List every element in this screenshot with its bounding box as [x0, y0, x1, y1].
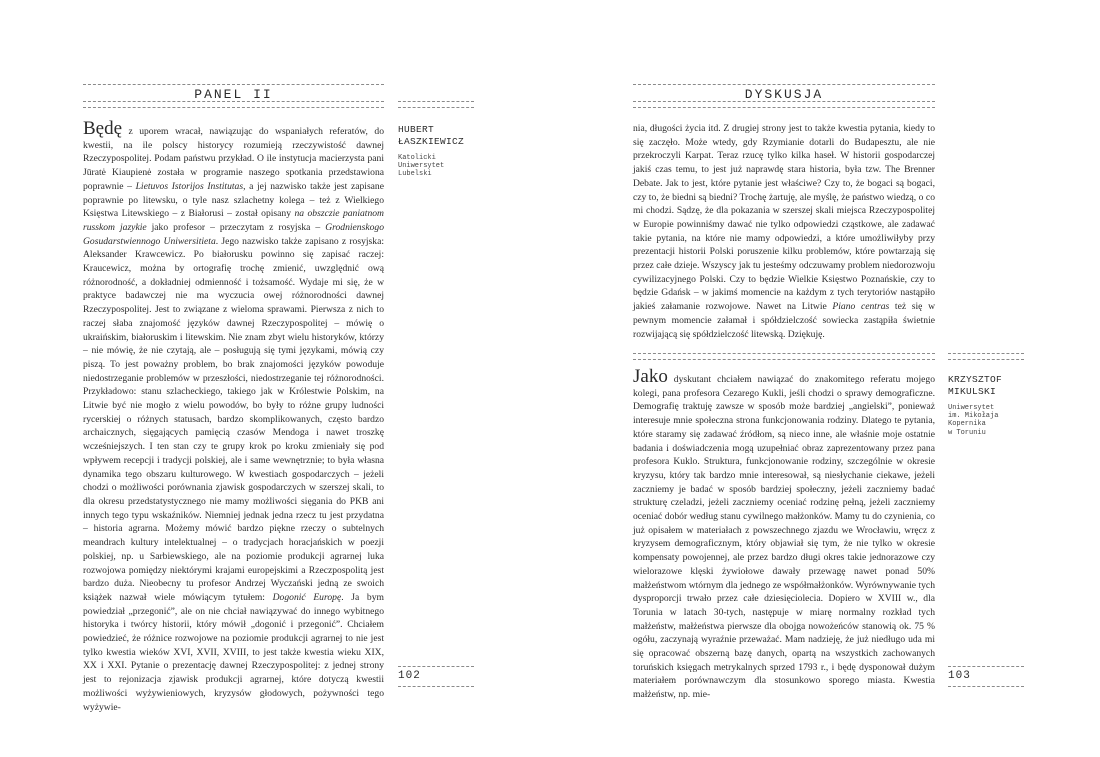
- speaker-affiliation-line3: Kopernika: [948, 420, 986, 429]
- page-header-right: DYSKUSJA: [744, 87, 824, 102]
- speaker-affiliation-line2: im. Mikołaja: [948, 412, 999, 421]
- paragraph-right-continued: nia, długości życia itd. Z drugiej strony jest to także kwestia pytania, kiedy to się zaczęło. Może wtedy, gdy Rzymianie dotarli do Budapesztu, ale nie przekroczyli Karpat. Teraz rzucę tylko kilka haseł. W historii gospodarczej jakiś czas temu, to jest już naprawdę stara historia, była tzw. The Brenner Debate. Jak to jest, które pytanie jest właściwe? Czy to, że bogaci są bogaci, czy to, że biedni są biedni? Trochę żartuję, ale myślę, że państwo wiedzą, o co mi chodzi. Sądzę, że dla pokazania w szerszej skali miejsca Rzeczypospolitej w Europie powinniśmy dawać nie tylko odpowiedzi cząstkowe, ale zadawać takie pytania, na które nie mamy odpowiedzi, a które umożliwiłyby przy prezentacji historii Polski poruszenie kilku problemów, które powtarzają się przez całe dzieje. Wszyscy jak tu jesteśmy odczuwamy problem niedorozwoju cywilizacyjnego Polski. Czy to będzie Wielkie Księstwo Poznańskie, czy to będzie Gdańsk – w jakimś momencie na każdym z tych terytoriów nastąpiło jakieś załamanie rozwojowe. Nawet na Litwie Piano centras też się w pewnym momencie załamał i spółdzielczość sowiecka zastąpiła świetnie rozwijającą się spółdzielczość litewską. Dziękuję.: [633, 123, 935, 340]
- speaker-name-line1: HUBERT: [398, 124, 435, 135]
- top-rule-right: [633, 84, 935, 85]
- pagenum-rule-top-right: [948, 666, 1024, 667]
- speaker-name-line1: KRZYSZTOF: [948, 374, 1003, 385]
- header-rule-left: [83, 101, 384, 108]
- page-header-left: PANEL II: [194, 87, 273, 102]
- body-text-right-continued: [633, 122, 935, 344]
- header-rule-right: [633, 101, 935, 108]
- speaker-hubert-laszkiewicz: [398, 124, 478, 179]
- top-rule-left: [83, 84, 384, 85]
- body-text-right: [633, 366, 935, 701]
- speaker-rule-left: [398, 101, 474, 108]
- speaker-name-line2: MIKULSKI: [948, 386, 997, 397]
- pagenum-rule-bottom-left: [398, 686, 474, 687]
- speaker-affiliation-line1: Katolicki: [398, 154, 436, 162]
- drop-word-left: Będę: [83, 118, 123, 139]
- body-text-left: [83, 118, 385, 713]
- speaker-affiliation-line3: Lubelski: [398, 170, 432, 179]
- paragraph-right: dyskutant chciałem nawiązać do znakomitego referatu mojego kolegi, pana profesora Cezarego Kukli, jeśli chodzi o sprawy demograficzne. Demografię traktuję zawsze w sposób może bardziej „angielski”, ponieważ interesuje mnie społeczna strona funkcjonowania rodziny. Dlatego te pytania, które staramy się zadawać źródłom, są nieco inne, ale właśnie moje ostatnie badania i doświadczenia mogą uzupełniać obraz zaprezentowany przez pana profesora Kuklo. Struktura, funkcjonowanie rodziny, szczególnie w okresie kryzysu, który tak bardzo mnie interesował, są niesłychanie ciekawe, jeżeli zaczniemy je badać w sposób bardziej społeczny, jeżeli zaczniemy badać strukturę czeladzi, jeżeli zaczniemy oceniać rodzinę pełną, jeżeli zaczniemy oceniać dobór według stanu cywilnego małżonków. Mamy tu do czynienia, co już opisałem w materiałach z powszechnego zjazdu we Wrocławiu, wręcz z kryzysem demograficznym, który objawiał się tym, że nie tylko w okresie kompensaty powojennej, ale przez bardzo długi okres takie jednorazowe czy wielorazowe klęski żywiołowe dawały przewagę nawet ponad 50% małżeństwom wtórnym dla jednego ze współmałżonków. Wyrównywanie tych dysproporcji trwało przez całe dziesięciolecia. Dopiero w XVIII w., dla Torunia w latach 30-tych, następuje w miarę normalny rozkład tych małżeństw, małżeństwa pierwsze dla obojga nowożeńców stanowią ok. 75 % ogółu, zaczynają wyraźnie przeważać. Mam nadzieję, że już niedługo uda mi się opracować obszerną bazę danych, opartą na wszystkich zachowanych toruńskich księgach metrykalnych sprzed 1793 r., i będę dysponował dużym materiałem porównawczym dla stosunkowo sporego miasta. Kwestia małżeństw, np. mie-: [633, 374, 935, 701]
- speaker-rule-right: [948, 353, 1024, 360]
- paragraph-left: z uporem wracał, nawiązując do wspaniałych referatów, do kwestii, na ile polscy historycy rozumieją rzeczywistość dawnej Rzeczypospolitej. Podam państwu przykład. O ile instytucja macierzysta pani Jūratė Kiaupienė została w programie naszego spotkania przedstawiona poprawnie – Lietuvos Istorijos Institutas, a jej nazwisko także jest zapisane poprawnie po litewsku, o tyle nasz szlachetny kolega – też z Wielkiego Księstwa Litewskiego – z Białorusi – został opisany na obszczie paniatnom russkom jazykie jako profesor – przeczytam z rosyjska – Grodnienskogo Gosudarstwiennogo Uniwersitieta. Jego nazwisko także zapisano z rosyjska: Aleksander Krawcewicz. Po białorusku powinno się zapisać raczej: Kraucewicz, można by ortografię trochę zmienić, uwzględnić ową różnorodność, a dokładniej odmienność i tożsamość. Wydaje mi się, że w praktyce badawczej nie ma wyczucia owej różnorodności dawnej Rzeczypospolitej. Jest to związane z wieloma sprawami. Pierwsza z nich to raczej słaba znajomość języków dawnej Rzeczypospolitej – mówię o ukraińskim, białoruskim i litewskim. Nie znam zbyt wielu historyków, którzy – nie mówię, że nie czytają, ale – posługują się tymi językami, mówią czy piszą. To jest poważny problem, bo brak znajomości języków powoduje niedostrzeganie problemów w przeszłości, niedostrzeganie tej różnorodności. Przykładowo: stanu szlacheckiego, takiego jak w Królestwie Polskim, na Litwie być nie mogło z wielu powodów, bo były to różne grupy ludności rycerskiej o różnych statusach, bardzo skomplikowanych, często bardzo archaicznych, sięgających pamięcią czasów Mendoga i nawet troszkę wcześniejszych. I ten stan czy te grupy krok po kroku zmieniały się pod wpływem recepcji i tradycji polskiej, ale i same wewnętrznie; to była własna dynamika tego obszaru kulturowego. W kwestiach gospodarczych – jeżeli chodzi o możliwości porównania zjawisk gospodarczych w szerszej skali, to dla okresu przedstatystycznego nie mamy możliwości sięgania do PKB ani innych tego typu wskaźników. Niemniej jednak jedna rzecz tu jest przydatna – historia agrarna. Możemy mówić bardzo piękne rzeczy o subtelnych meandrach kultury intelektualnej – o tradycjach horacjańskich w poezji polskiej, np. u Sarbiewskiego, ale na poziomie produkcji agrarnej luka rozwojowa pomiędzy niektórymi krajami europejskimi a Rzeczpospolitą jest bardzo duża. Nieobecny tu profesor Andrzej Wyczański jedną ze swoich książek nazwał wiele mówiącym tytułem: Dogonić Europę. Ja bym powiedział „przegonić”, ale on nie chciał nawiązywać do innego wybitnego historyka i twórcy historii, który mówił „dogonić i przegonić”. Chciałem powiedzieć, że różnice rozwojowe na poziomie produkcji agrarnej to nie jest tylko kwestia wieków XVI, XVII, XVIII, to jest także kwestia wieku XIX, XX i XXI. Pytanie o prezentację dawnej Rzeczypospolitej: z jednej strony jest to rejonizacja zjawisk produkcji agrarnej, które dotyczą kwestii możliwości wyżywieniowych, kryzysów głodowych, pożywności tego wyżywie-: [83, 126, 385, 713]
- page-number-left: 102: [398, 670, 421, 682]
- pagenum-rule-top-left: [398, 666, 474, 667]
- pagenum-rule-bottom-right: [948, 686, 1024, 687]
- speaker-krzysztof-mikulski: [948, 374, 1028, 437]
- section-rule-right: [633, 353, 935, 360]
- drop-word-right: Jako: [633, 366, 668, 387]
- page-number-right: 103: [948, 670, 971, 682]
- speaker-affiliation-line4: w Toruniu: [948, 428, 986, 437]
- speaker-name-line2: ŁASZKIEWICZ: [398, 136, 465, 147]
- speaker-affiliation-line2: Uniwersytet: [398, 162, 445, 171]
- speaker-affiliation-line1: Uniwersytet: [948, 404, 995, 412]
